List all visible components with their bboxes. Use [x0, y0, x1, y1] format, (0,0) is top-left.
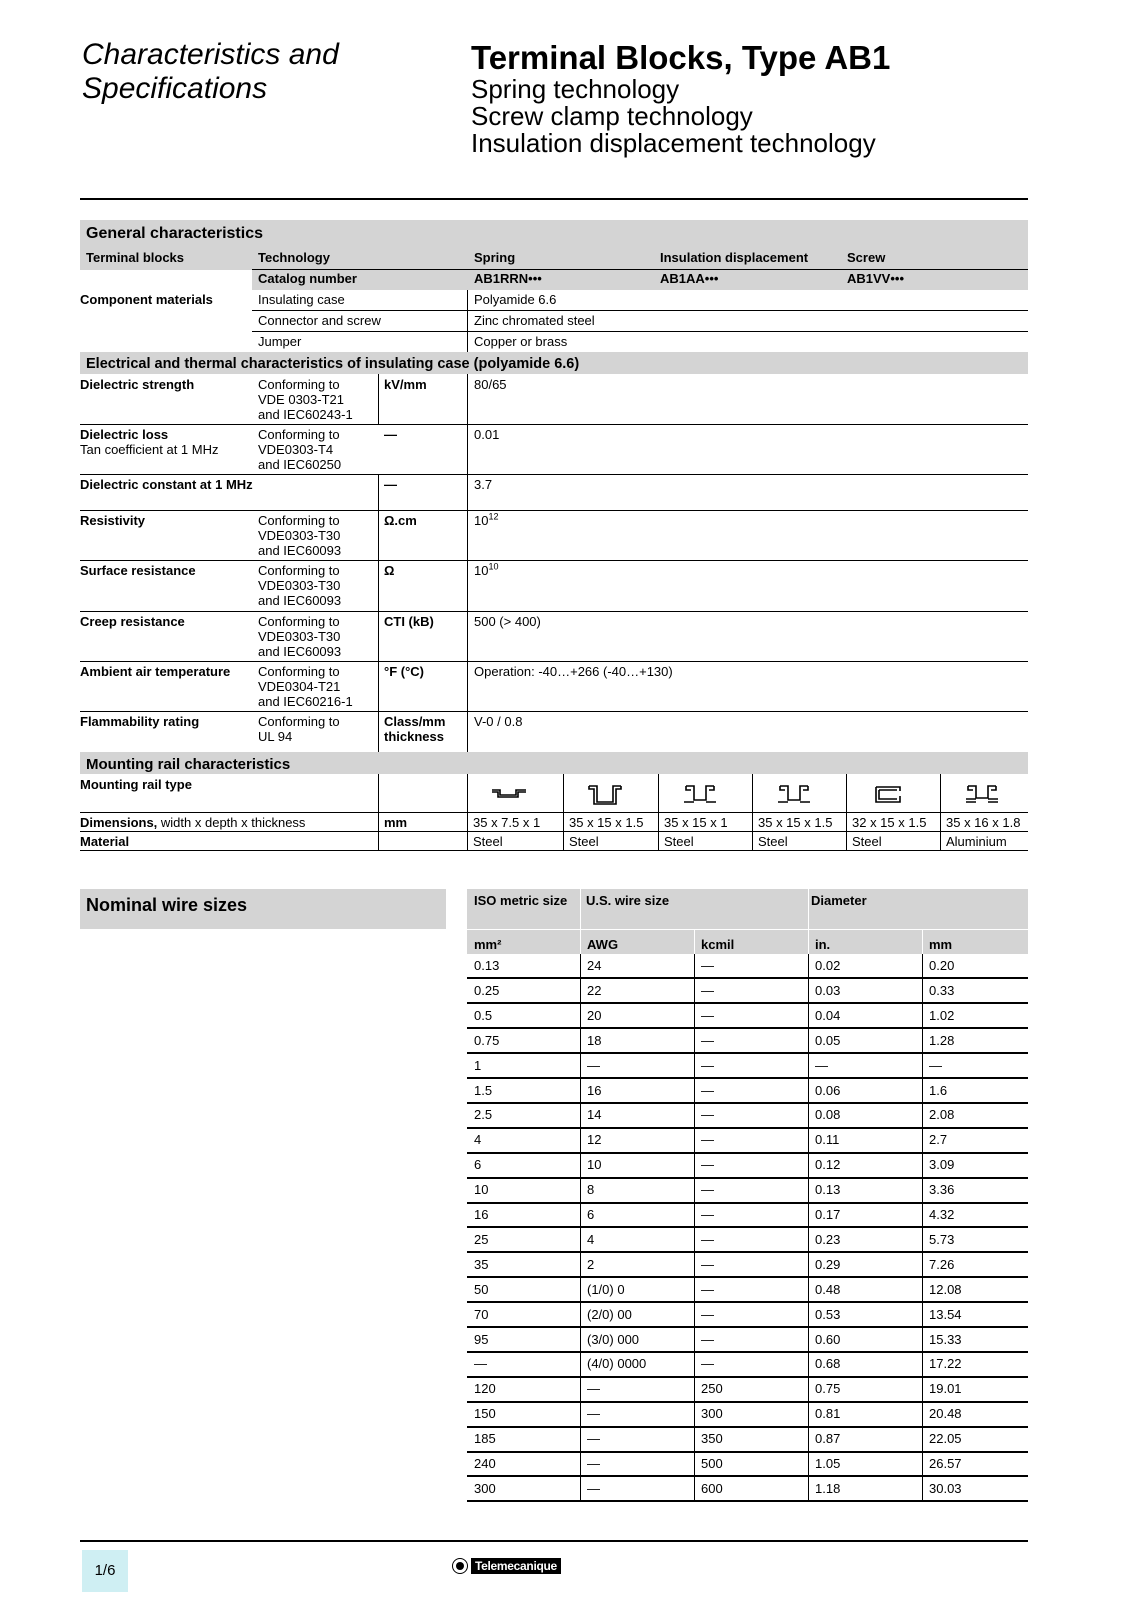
- table-cell: 7.26: [929, 1256, 955, 1272]
- table-cell: 240: [474, 1456, 496, 1471]
- table-cell: 250: [701, 1381, 723, 1397]
- table-cell: —: [701, 982, 714, 998]
- c-rail-icon: [868, 782, 908, 811]
- table-cell: 12.08: [929, 1281, 962, 1297]
- table-cell: —: [701, 1256, 714, 1272]
- standard-line: and IEC60250: [258, 457, 342, 472]
- material-value: Polyamide 6.6: [474, 292, 557, 307]
- table-cell: —: [701, 1207, 714, 1222]
- property-name: Ambient air temperature: [80, 664, 231, 679]
- material-label: Material: [80, 834, 130, 849]
- table-cell: 3.36: [929, 1182, 955, 1198]
- mounting-heading: Mounting rail characteristics: [86, 756, 291, 773]
- table-cell: 0.04: [815, 1007, 841, 1023]
- table-cell: 1.28: [929, 1032, 955, 1048]
- column-divider: [378, 474, 379, 510]
- standard-line: Conforming to: [258, 427, 340, 442]
- table-cell: 10: [587, 1157, 602, 1173]
- column-divider: [467, 774, 468, 850]
- page-title: Terminal Blocks, Type AB1: [471, 39, 891, 76]
- row-divider: [80, 711, 1028, 712]
- table-cell: 1.18: [815, 1480, 841, 1496]
- property-value-text: 3.7: [474, 477, 493, 492]
- table-cell: 0.06: [815, 1082, 841, 1098]
- column-header: AWG: [587, 937, 619, 952]
- brand-icon: [452, 1558, 468, 1574]
- column-header: mm: [929, 937, 953, 952]
- table-cell: 19.01: [929, 1381, 962, 1397]
- standard-line: VDE0304-T21: [258, 679, 341, 694]
- tech-spring: Spring: [474, 250, 516, 265]
- table-cell: —: [587, 1431, 600, 1447]
- table-cell: (1/0) 0: [587, 1281, 625, 1297]
- table-cell: 30.03: [929, 1480, 962, 1496]
- table-cell: 35: [474, 1256, 489, 1272]
- table-cell: 120: [474, 1381, 496, 1397]
- rail-material: Aluminium: [946, 834, 1007, 849]
- rail-dimensions: 35 x 16 x 1.8: [946, 815, 1021, 830]
- table-cell: 2.08: [929, 1107, 955, 1123]
- table-cell: 0.20: [929, 958, 955, 973]
- property-name: Resistivity: [80, 513, 146, 528]
- column-divider: [808, 954, 809, 1502]
- unit: Class/mm thickness: [384, 714, 446, 744]
- material-value: Zinc chromated steel: [474, 313, 595, 328]
- column-divider: [922, 929, 923, 954]
- table-cell: 16: [587, 1082, 602, 1098]
- table-cell: —: [587, 1057, 600, 1073]
- standard-line: VDE0303-T30: [258, 629, 341, 644]
- table-cell: —: [701, 1032, 714, 1048]
- column-divider: [846, 774, 847, 850]
- table-cell: 20.48: [929, 1406, 962, 1422]
- property-value: [474, 563, 498, 578]
- dimensions-label: [80, 815, 305, 830]
- rail-dimensions: 35 x 7.5 x 1: [473, 815, 541, 830]
- column-divider: [694, 929, 695, 954]
- table-cell: —: [701, 1356, 714, 1372]
- material-value: Copper or brass: [474, 334, 568, 349]
- table-cell: 350: [701, 1431, 723, 1447]
- table-cell: 1.6: [929, 1082, 948, 1098]
- standard-line: and IEC60093: [258, 593, 342, 608]
- catalog-spring: AB1RRN•••: [474, 271, 542, 286]
- table-cell: 0.60: [815, 1331, 841, 1347]
- standard-line: Conforming to: [258, 377, 340, 392]
- table-cell: 0.13: [815, 1182, 841, 1198]
- table-cell: 0.81: [815, 1406, 841, 1422]
- table-cell: 0.53: [815, 1306, 841, 1322]
- row-divider: [80, 424, 1028, 425]
- table-cell: 2.7: [929, 1132, 948, 1148]
- table-cell: (3/0) 000: [587, 1331, 640, 1347]
- property-name: Creep resistance: [80, 614, 185, 629]
- table-cell: 20: [587, 1007, 602, 1023]
- rail-material: Steel: [852, 834, 882, 849]
- table-cell: 6: [587, 1207, 595, 1222]
- property-name: Dielectric loss: [80, 427, 169, 442]
- table-cell: 0.02: [815, 958, 841, 973]
- standard-line: VDE 0303-T21: [258, 392, 344, 407]
- table-cell: 0.17: [815, 1207, 841, 1222]
- table-cell: 150: [474, 1406, 496, 1422]
- table-cell: 0.68: [815, 1356, 841, 1372]
- page-subtitles: [471, 76, 876, 157]
- brand-logo: [452, 1557, 561, 1575]
- row-divider: [467, 1052, 1028, 1054]
- column-header: kcmil: [701, 937, 735, 952]
- divider: [80, 812, 1028, 813]
- omega-rail-aluminium-icon: [962, 782, 1002, 811]
- table-cell: 5.73: [929, 1231, 955, 1247]
- table-cell: 0.87: [815, 1431, 841, 1447]
- document-section-title: Characteristics and Specifications: [82, 38, 339, 105]
- page-number: 1/6: [82, 1550, 128, 1592]
- table-cell: 18: [587, 1032, 602, 1048]
- property-value: [474, 664, 673, 679]
- table-cell: 0.5: [474, 1007, 493, 1023]
- property-value-text: 500 (> 400): [474, 614, 541, 629]
- property-value: [474, 427, 499, 442]
- table-cell: —: [815, 1057, 828, 1073]
- table-cell: 95: [474, 1331, 489, 1347]
- table-cell: 0.48: [815, 1281, 841, 1297]
- column-divider: [694, 954, 695, 1502]
- table-cell: 0.08: [815, 1107, 841, 1123]
- standard-line: Conforming to: [258, 563, 340, 578]
- table-cell: —: [587, 1480, 600, 1496]
- rail-dimensions: 35 x 15 x 1: [664, 815, 728, 830]
- table-cell: —: [701, 958, 714, 973]
- standard-line: Conforming to: [258, 714, 340, 729]
- material-part: Connector and screw: [258, 313, 381, 328]
- standard-line: and IEC60093: [258, 543, 342, 558]
- table-cell: 0.25: [474, 982, 500, 998]
- standard-line: and IEC60093: [258, 644, 342, 659]
- column-divider: [580, 889, 581, 954]
- divider: [252, 331, 1028, 332]
- standard-line: VDE0303-T30: [258, 578, 341, 593]
- table-cell: 16: [474, 1207, 489, 1222]
- wire-heading: Nominal wire sizes: [86, 895, 248, 915]
- table-cell: 500: [701, 1456, 723, 1471]
- table-cell: —: [701, 1157, 714, 1173]
- unit: —: [384, 427, 397, 442]
- table-cell: —: [701, 1281, 714, 1297]
- table-cell: 17.22: [929, 1356, 962, 1372]
- property-name: Dielectric constant at 1 MHz: [80, 477, 253, 492]
- electrical-heading: Electrical and thermal characteristics of insulating case (polyamide 6.6): [86, 356, 580, 372]
- unit: Ω: [384, 563, 395, 578]
- table-cell: 14: [587, 1107, 602, 1123]
- table-cell: —: [587, 1406, 600, 1422]
- tech-idc: Insulation displacement: [660, 250, 809, 265]
- property-value: [474, 477, 492, 492]
- standard-line: Conforming to: [258, 513, 340, 528]
- us-header: U.S. wire size: [586, 893, 670, 908]
- divider: [80, 850, 1028, 851]
- table-cell: 22: [587, 982, 602, 998]
- table-cell: 300: [474, 1480, 496, 1496]
- divider: [252, 310, 1028, 311]
- column-divider: [467, 290, 468, 352]
- table-cell: 1: [474, 1057, 482, 1073]
- table-cell: 0.23: [815, 1231, 841, 1247]
- table-cell: (4/0) 0000: [587, 1356, 647, 1372]
- omega-rail-icon: [585, 782, 625, 811]
- table-cell: 185: [474, 1431, 496, 1447]
- table-cell: 600: [701, 1480, 723, 1496]
- rail-dimensions: 35 x 15 x 1.5: [758, 815, 833, 830]
- divider: [80, 831, 1028, 832]
- divider: [252, 269, 1028, 270]
- property-value: [474, 614, 541, 629]
- catalog-screw: AB1VV•••: [847, 271, 905, 286]
- table-cell: 25: [474, 1231, 489, 1247]
- table-cell: 2: [587, 1256, 595, 1272]
- table-cell: 13.54: [929, 1306, 962, 1322]
- table-cell: 10: [474, 1182, 489, 1198]
- column-divider: [658, 774, 659, 850]
- technology-label: Technology: [258, 250, 330, 265]
- unit: Ω.cm: [384, 513, 417, 528]
- table-cell: 4.32: [929, 1207, 955, 1222]
- property-name: Dielectric strength: [80, 377, 195, 392]
- standard-line: Conforming to: [258, 614, 340, 629]
- column-divider: [580, 954, 581, 1502]
- row-divider: [80, 510, 1028, 511]
- table-cell: 0.11: [815, 1132, 840, 1148]
- standard-line: Conforming to: [258, 664, 340, 679]
- table-cell: —: [701, 1331, 714, 1347]
- table-cell: 8: [587, 1182, 595, 1198]
- column-divider: [378, 661, 379, 711]
- table-cell: —: [701, 1182, 714, 1198]
- table-cell: —: [701, 1057, 714, 1073]
- dimensions-label-rest: width x depth x thickness: [157, 815, 306, 830]
- column-header: in.: [815, 937, 831, 952]
- row-divider: [467, 1500, 1028, 1502]
- omega-rail-shallow-icon: [489, 782, 529, 807]
- row-divider: [80, 474, 1028, 475]
- general-heading: General characteristics: [86, 225, 263, 242]
- table-cell: 2.5: [474, 1107, 493, 1123]
- tech-screw: Screw: [847, 250, 886, 265]
- column-divider: [752, 774, 753, 850]
- exponent: 12: [488, 511, 499, 522]
- table-cell: —: [701, 1082, 714, 1098]
- material-part: Jumper: [258, 334, 302, 349]
- unit: °F (°C): [384, 664, 424, 679]
- unit: —: [384, 477, 397, 492]
- column-divider: [378, 711, 379, 752]
- column-divider: [563, 774, 564, 850]
- row-divider: [80, 661, 1028, 662]
- rail-material: Steel: [569, 834, 599, 849]
- table-cell: 22.05: [929, 1431, 962, 1447]
- table-cell: 12: [587, 1132, 602, 1148]
- property-value: [474, 377, 507, 392]
- rail-material: Steel: [664, 834, 694, 849]
- table-cell: 50: [474, 1281, 489, 1297]
- table-cell: —: [929, 1057, 942, 1073]
- table-cell: 0.03: [815, 982, 841, 998]
- rail-material: Steel: [473, 834, 503, 849]
- property-value-text: 10: [474, 563, 489, 578]
- table-cell: 0.13: [474, 958, 500, 973]
- diameter-header: Diameter: [811, 893, 867, 908]
- dimensions-label-bold: Dimensions,: [80, 815, 158, 830]
- unit: CTI (kB): [384, 614, 434, 629]
- dimensions-unit: mm: [384, 815, 408, 830]
- property-value-text: 80/65: [474, 377, 507, 392]
- column-divider: [940, 774, 941, 850]
- table-cell: 0.12: [815, 1157, 841, 1173]
- table-cell: 300: [701, 1406, 723, 1422]
- table-cell: 1.05: [815, 1456, 841, 1471]
- catalog-idc: AB1AA•••: [660, 271, 719, 286]
- table-cell: —: [701, 1107, 714, 1123]
- standard-line: VDE0303-T4: [258, 442, 334, 457]
- table-cell: 4: [474, 1132, 482, 1148]
- subtitle-screw: Screw clamp technology: [471, 101, 753, 131]
- terminal-blocks-label: Terminal blocks: [86, 250, 185, 265]
- column-divider: [808, 889, 809, 954]
- catalog-number-band: [252, 270, 1028, 290]
- table-cell: 1.02: [929, 1007, 955, 1023]
- component-materials-label: Component materials: [80, 292, 213, 307]
- table-cell: —: [701, 1231, 714, 1247]
- omega-rail-flanged-icon: [680, 782, 720, 811]
- table-cell: 0.75: [474, 1032, 500, 1048]
- table-cell: —: [587, 1456, 600, 1471]
- property-value: [474, 714, 522, 729]
- property-value: [474, 513, 498, 528]
- unit: kV/mm: [384, 377, 427, 392]
- rail-type-label: Mounting rail type: [80, 777, 192, 792]
- footer-rule: [80, 1540, 1028, 1542]
- table-cell: —: [474, 1356, 487, 1372]
- property-value-text: 10: [474, 513, 489, 528]
- rail-material: Steel: [758, 834, 788, 849]
- table-cell: 3.09: [929, 1157, 955, 1173]
- divider: [467, 929, 1028, 930]
- rail-dimensions: 35 x 15 x 1.5: [569, 815, 644, 830]
- table-cell: —: [701, 1132, 714, 1148]
- exponent: 10: [488, 561, 499, 572]
- column-header: mm²: [474, 937, 502, 952]
- column-divider: [378, 560, 379, 611]
- brand-label: Telemecanique: [471, 1558, 561, 1574]
- table-cell: 0.33: [929, 982, 955, 998]
- column-divider: [922, 954, 923, 1502]
- rail-dimensions: 32 x 15 x 1.5: [852, 815, 927, 830]
- table-cell: 1.5: [474, 1082, 493, 1098]
- subtitle-spring: Spring technology: [471, 74, 680, 104]
- table-cell: 0.05: [815, 1032, 841, 1048]
- column-divider: [378, 611, 379, 661]
- property-name: Surface resistance: [80, 563, 196, 578]
- standard-line: and IEC60216-1: [258, 694, 353, 709]
- property-value-text: 0.01: [474, 427, 500, 442]
- table-cell: 4: [587, 1231, 595, 1247]
- table-cell: (2/0) 00: [587, 1306, 632, 1322]
- table-cell: 15.33: [929, 1331, 962, 1347]
- standard-line: and IEC60243-1: [258, 407, 353, 422]
- catalog-number-label: Catalog number: [258, 271, 357, 286]
- property-subtext: Tan coefficient at 1 MHz: [80, 442, 219, 457]
- standard-line: VDE0303-T30: [258, 528, 341, 543]
- column-divider: [378, 374, 379, 424]
- property-name: Flammability rating: [80, 714, 200, 729]
- header-rule: [80, 198, 1028, 200]
- table-cell: —: [587, 1381, 600, 1397]
- standard-line: UL 94: [258, 729, 293, 744]
- omega-rail-flanged-icon: [774, 782, 814, 811]
- property-value-text: Operation: -40…+266 (-40…+130): [474, 664, 673, 679]
- table-cell: 24: [587, 958, 602, 973]
- column-divider: [467, 374, 468, 752]
- property-value-text: V-0 / 0.8: [474, 714, 523, 729]
- column-divider: [378, 510, 379, 560]
- row-divider: [80, 560, 1028, 561]
- row-divider: [80, 611, 1028, 612]
- iso-header: ISO metric size: [474, 893, 568, 908]
- table-cell: —: [701, 1007, 714, 1023]
- table-cell: 0.75: [815, 1381, 841, 1397]
- table-cell: 70: [474, 1306, 489, 1322]
- subtitle-idc: Insulation displacement technology: [471, 128, 876, 158]
- table-cell: 0.29: [815, 1256, 841, 1272]
- table-cell: —: [701, 1306, 714, 1322]
- material-part: Insulating case: [258, 292, 345, 307]
- table-cell: 6: [474, 1157, 482, 1173]
- table-cell: 26.57: [929, 1456, 962, 1471]
